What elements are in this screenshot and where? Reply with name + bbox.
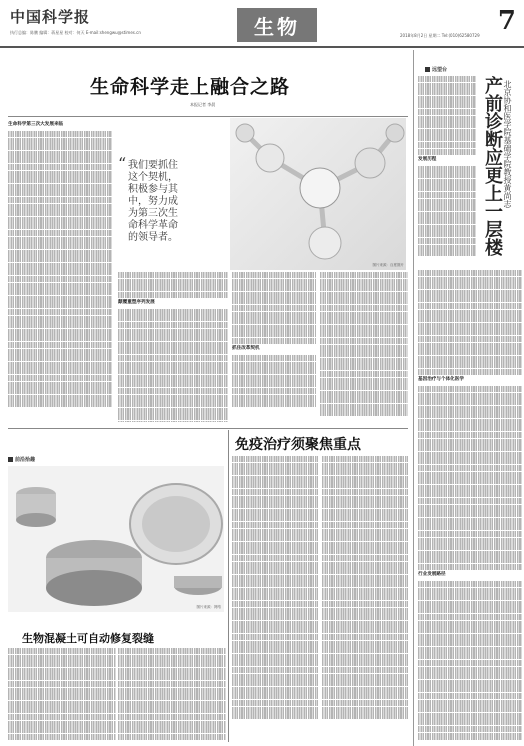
figure-credit: 图片来源：百度图片	[372, 263, 404, 267]
square-icon	[8, 457, 13, 462]
inset-label: 前沿拾趣	[8, 456, 35, 463]
issue-date: 2018年8月2日 星期二 Tel:(010)62580729	[400, 33, 480, 38]
inset-col-1	[8, 648, 116, 742]
main-byline: 本报记者 李晨	[190, 102, 216, 107]
biocement-photo	[8, 466, 224, 612]
divider	[228, 430, 229, 742]
main-col-2	[118, 272, 228, 422]
main-col-3	[232, 272, 316, 422]
sidebar-col-bottom	[418, 270, 522, 740]
molecule-figure	[230, 118, 406, 270]
sidebar-label: 远望台	[425, 66, 447, 73]
newspaper-logo: 中国科学报	[10, 8, 91, 26]
second-col-1	[232, 456, 318, 740]
square-icon	[425, 67, 430, 72]
inset-col-2	[118, 648, 226, 742]
sidebar-col-top	[418, 76, 476, 256]
sidebar-subhead-2: 基因治疗与个体化医学	[418, 376, 464, 382]
quote-mark-icon: “	[118, 154, 127, 173]
pull-quote: 我们要抓住这个契机，积极参与其中，努力成为第三次生命科学革命的领导者。	[128, 160, 178, 243]
subhead-3: 抓住改革契机	[232, 345, 260, 351]
page-number: 7	[497, 6, 516, 36]
molecule-illustration	[230, 118, 406, 270]
masthead	[0, 0, 524, 48]
subhead-2: 颠覆重塑序列发展	[118, 299, 155, 305]
editor-meta: 执行总编：陈鹏 编辑：蒋星星 校对：何天 E-mail:shengwu@stimes.cn	[10, 30, 141, 35]
inset-headline: 生物混凝土可自动修复裂缝	[22, 632, 154, 645]
section-title: 生物	[237, 8, 317, 42]
second-headline: 免疫治疗须聚焦重点	[235, 437, 361, 453]
divider	[8, 116, 408, 117]
sidebar-vertical-title: 产前诊断应更上一层楼	[482, 76, 503, 256]
main-col-4	[320, 272, 408, 422]
main-col-1	[8, 120, 112, 420]
sidebar-vertical-subtitle: 北京协和医学院基础学院教授黄尚志	[503, 80, 512, 208]
sidebar-subhead-3: 行业发展路径	[418, 571, 446, 577]
material-samples-illustration	[8, 466, 224, 612]
sidebar-subhead-1: 发展历程	[418, 156, 437, 162]
divider	[8, 428, 408, 429]
photo-credit: 图片来源：网络	[196, 605, 221, 609]
main-headline: 生命科学走上融合之路	[90, 76, 291, 98]
subhead-1: 生命科学第三次大发展来临	[8, 122, 64, 127]
second-col-2	[322, 456, 408, 740]
